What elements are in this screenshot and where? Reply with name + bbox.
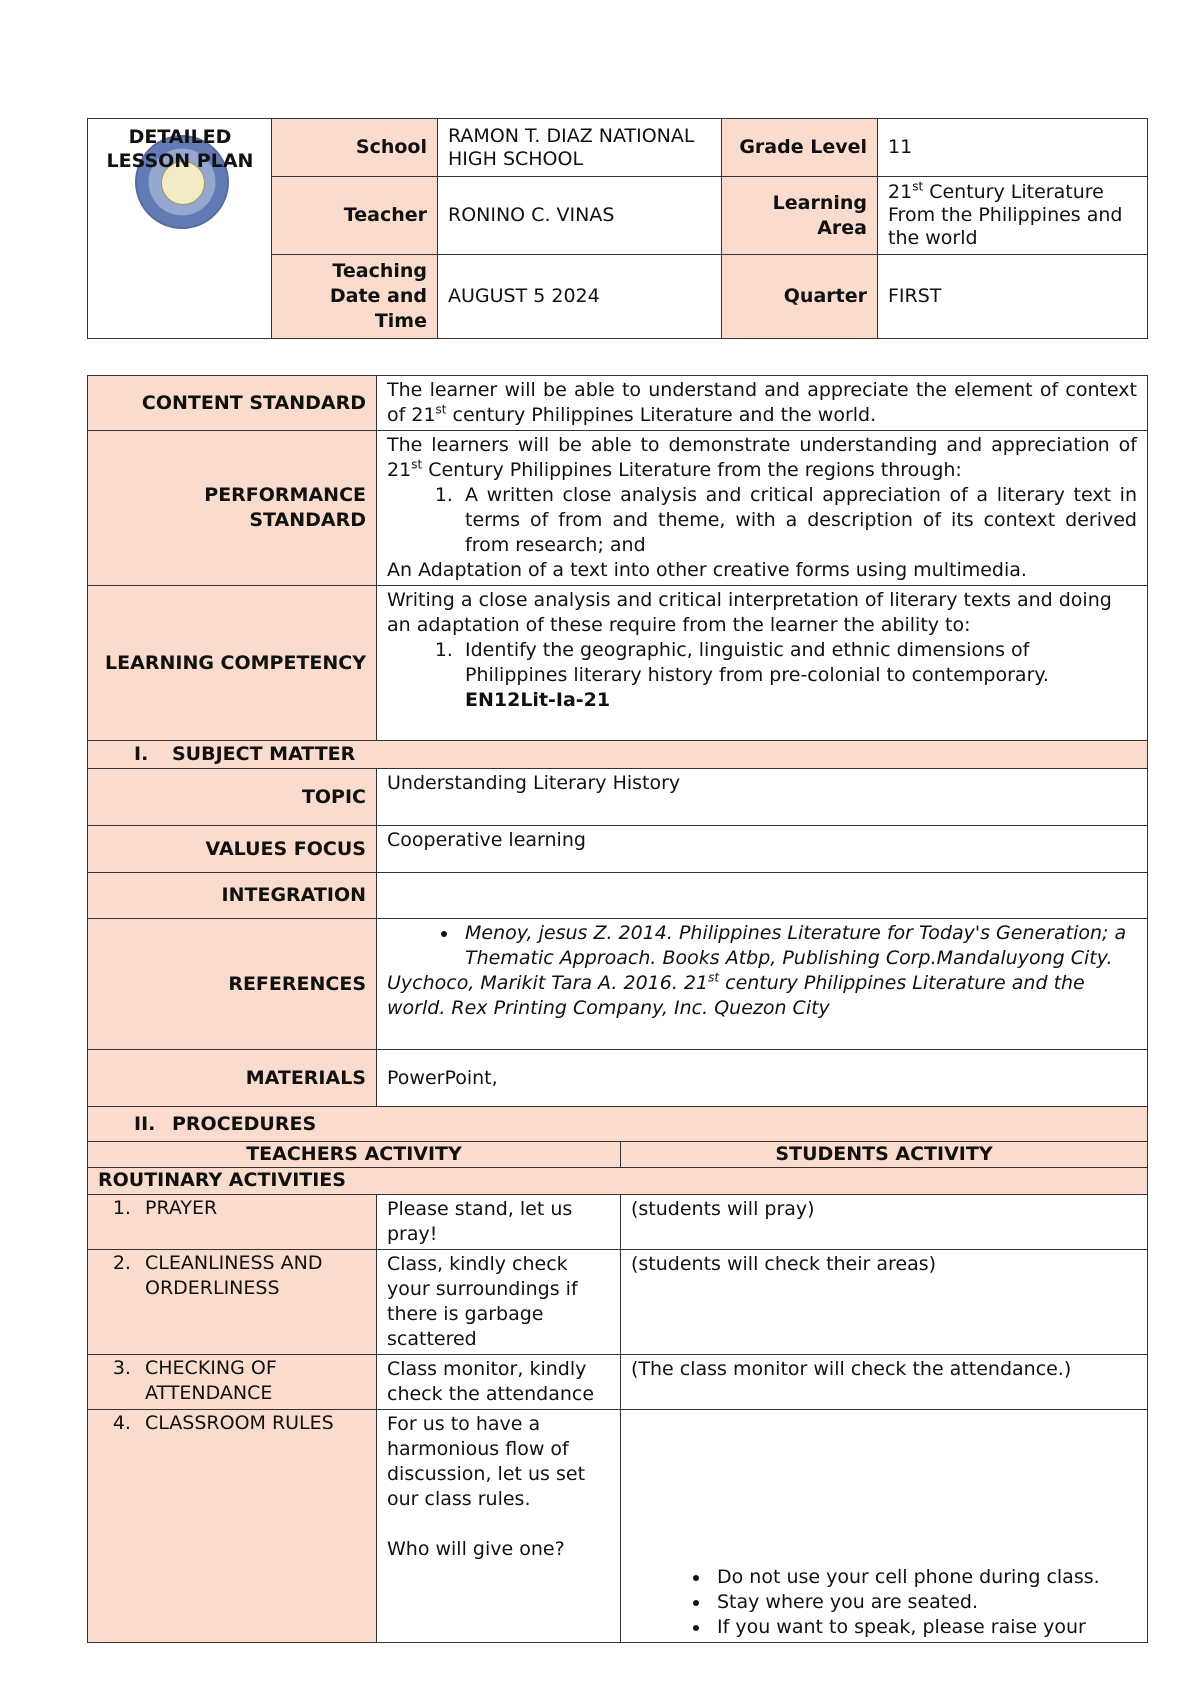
school-label: School — [272, 119, 438, 177]
table-row — [88, 1355, 1148, 1410]
procedures-heading: II. PROCEDURES — [88, 1107, 1148, 1142]
learning-competency-text: Writing a close analysis and critical interpretation of literary texts and doing an adaptation of these require from the learner the ability to: 1. Identify the geographic, linguistic and ethnic dimensions of Philippines literary history from pre-colonial to contemporary. EN12Lit-Ia-21 — [377, 586, 1148, 741]
list-item: • Do not use your cell phone during class. — [711, 1565, 1137, 1590]
teacher-activity: Class monitor, kindly check the attendance — [377, 1355, 621, 1410]
step-name: 1. PRAYER — [88, 1195, 377, 1250]
content-standard-label: CONTENT STANDARD — [88, 376, 377, 431]
learning-area-value: 21st Century Literature From the Philippines and the world — [878, 177, 1148, 255]
header-table — [87, 118, 1148, 339]
references-row — [88, 919, 1148, 1050]
routinary-activities-heading: ROUTINARY ACTIVITIES — [88, 1168, 1148, 1195]
performance-standard-label: PERFORMANCE STANDARD — [88, 431, 377, 586]
lesson-plan-table — [87, 375, 1148, 1643]
values-focus-row — [88, 826, 1148, 873]
step-name: 2. CLEANLINESS AND ORDERLINESS — [88, 1250, 377, 1355]
table-row — [88, 1195, 1148, 1250]
learning-area-label: Learning Area — [722, 177, 878, 255]
logo-cell — [88, 119, 272, 339]
materials-value: PowerPoint, — [377, 1050, 1148, 1107]
performance-standard-text: The learners will be able to demonstrate understanding and appreciation of 21st Century Philippines Literature from the regions through: 1. A written close analysis and critical appreciation of a literary text in terms of from and theme, with a description of its context derived from research; and An Adaptation of a text into other creative forms using multimedia. — [377, 431, 1148, 586]
students-activity-heading: STUDENTS ACTIVITY — [621, 1142, 1148, 1168]
teacher-label: Teacher — [272, 177, 438, 255]
integration-row — [88, 873, 1148, 919]
learning-competency-label: LEARNING COMPETENCY — [88, 586, 377, 741]
teacher-activity: For us to have a harmonious flow of discussion, let us set our class rules. Who will give one? — [377, 1410, 621, 1643]
document-title: DETAILED LESSON PLAN — [106, 126, 254, 172]
competency-code: EN12Lit-Ia-21 — [465, 689, 611, 711]
integration-label: INTEGRATION — [88, 873, 377, 919]
student-activity: (students will pray) — [621, 1195, 1148, 1250]
topic-value: Understanding Literary History — [377, 769, 1148, 826]
teaching-date-label: Teaching Date and Time — [272, 255, 438, 339]
materials-label: MATERIALS — [88, 1050, 377, 1107]
content-standard-text: The learner will be able to understand and appreciate the element of context of 21st century Philippines Literature and the world. — [377, 376, 1148, 431]
teachers-activity-heading: TEACHERS ACTIVITY — [88, 1142, 621, 1168]
values-focus-value: Cooperative learning — [377, 826, 1148, 873]
teaching-date-value: AUGUST 5 2024 — [438, 255, 722, 339]
topic-row — [88, 769, 1148, 826]
student-activity: (students will check their areas) — [621, 1250, 1148, 1355]
table-row — [88, 1250, 1148, 1355]
references-value: • Menoy, jesus Z. 2014. Philippines Literature for Today's Generation; a Thematic Approach. Books Atbp, Publishing Corp.Mandaluyong City. Uychoco, Marikit Tara A. 2016. 21st century Philippines Literature and the world. Rex Printing Company, Inc. Quezon City — [377, 919, 1148, 1050]
topic-label: TOPIC — [88, 769, 377, 826]
materials-row — [88, 1050, 1148, 1107]
activity-headings — [88, 1142, 1148, 1168]
list-item: 1. A written close analysis and critical appreciation of a literary text in terms of from and theme, with a description of its context derived from research; and — [459, 483, 1137, 558]
quarter-label: Quarter — [722, 255, 878, 339]
integration-value — [377, 873, 1148, 919]
list-item: • Stay where you are seated. — [711, 1590, 1137, 1615]
student-activity: (The class monitor will check the attendance.) — [621, 1355, 1148, 1410]
table-row — [88, 1410, 1148, 1643]
school-value: RAMON T. DIAZ NATIONAL HIGH SCHOOL — [438, 119, 722, 177]
values-focus-label: VALUES FOCUS — [88, 826, 377, 873]
references-label: REFERENCES — [88, 919, 377, 1050]
list-item: • Menoy, jesus Z. 2014. Philippines Literature for Today's Generation; a Thematic Approach. Books Atbp, Publishing Corp.Mandaluyong City. — [459, 921, 1137, 971]
content-standard-row — [88, 376, 1148, 431]
step-name: 3. CHECKING OF ATTENDANCE — [88, 1355, 377, 1410]
student-activity — [621, 1410, 1148, 1643]
subject-matter-heading: I. SUBJECT MATTER — [88, 741, 1148, 769]
list-item: 1. Identify the geographic, linguistic and ethnic dimensions of Philippines literary history from pre-colonial to contemporary. EN12Lit-Ia-21 — [459, 638, 1137, 713]
teacher-activity: Class, kindly check your surroundings if there is garbage scattered — [377, 1250, 621, 1355]
list-item: • If you want to speak, please raise your — [711, 1615, 1137, 1640]
quarter-value: FIRST — [878, 255, 1148, 339]
teacher-value: RONINO C. VINAS — [438, 177, 722, 255]
grade-level-label: Grade Level — [722, 119, 878, 177]
performance-standard-row — [88, 431, 1148, 586]
step-name: 4. CLASSROOM RULES — [88, 1410, 377, 1643]
grade-level-value: 11 — [878, 119, 1148, 177]
learning-competency-row — [88, 586, 1148, 741]
teacher-activity: Please stand, let us pray! — [377, 1195, 621, 1250]
